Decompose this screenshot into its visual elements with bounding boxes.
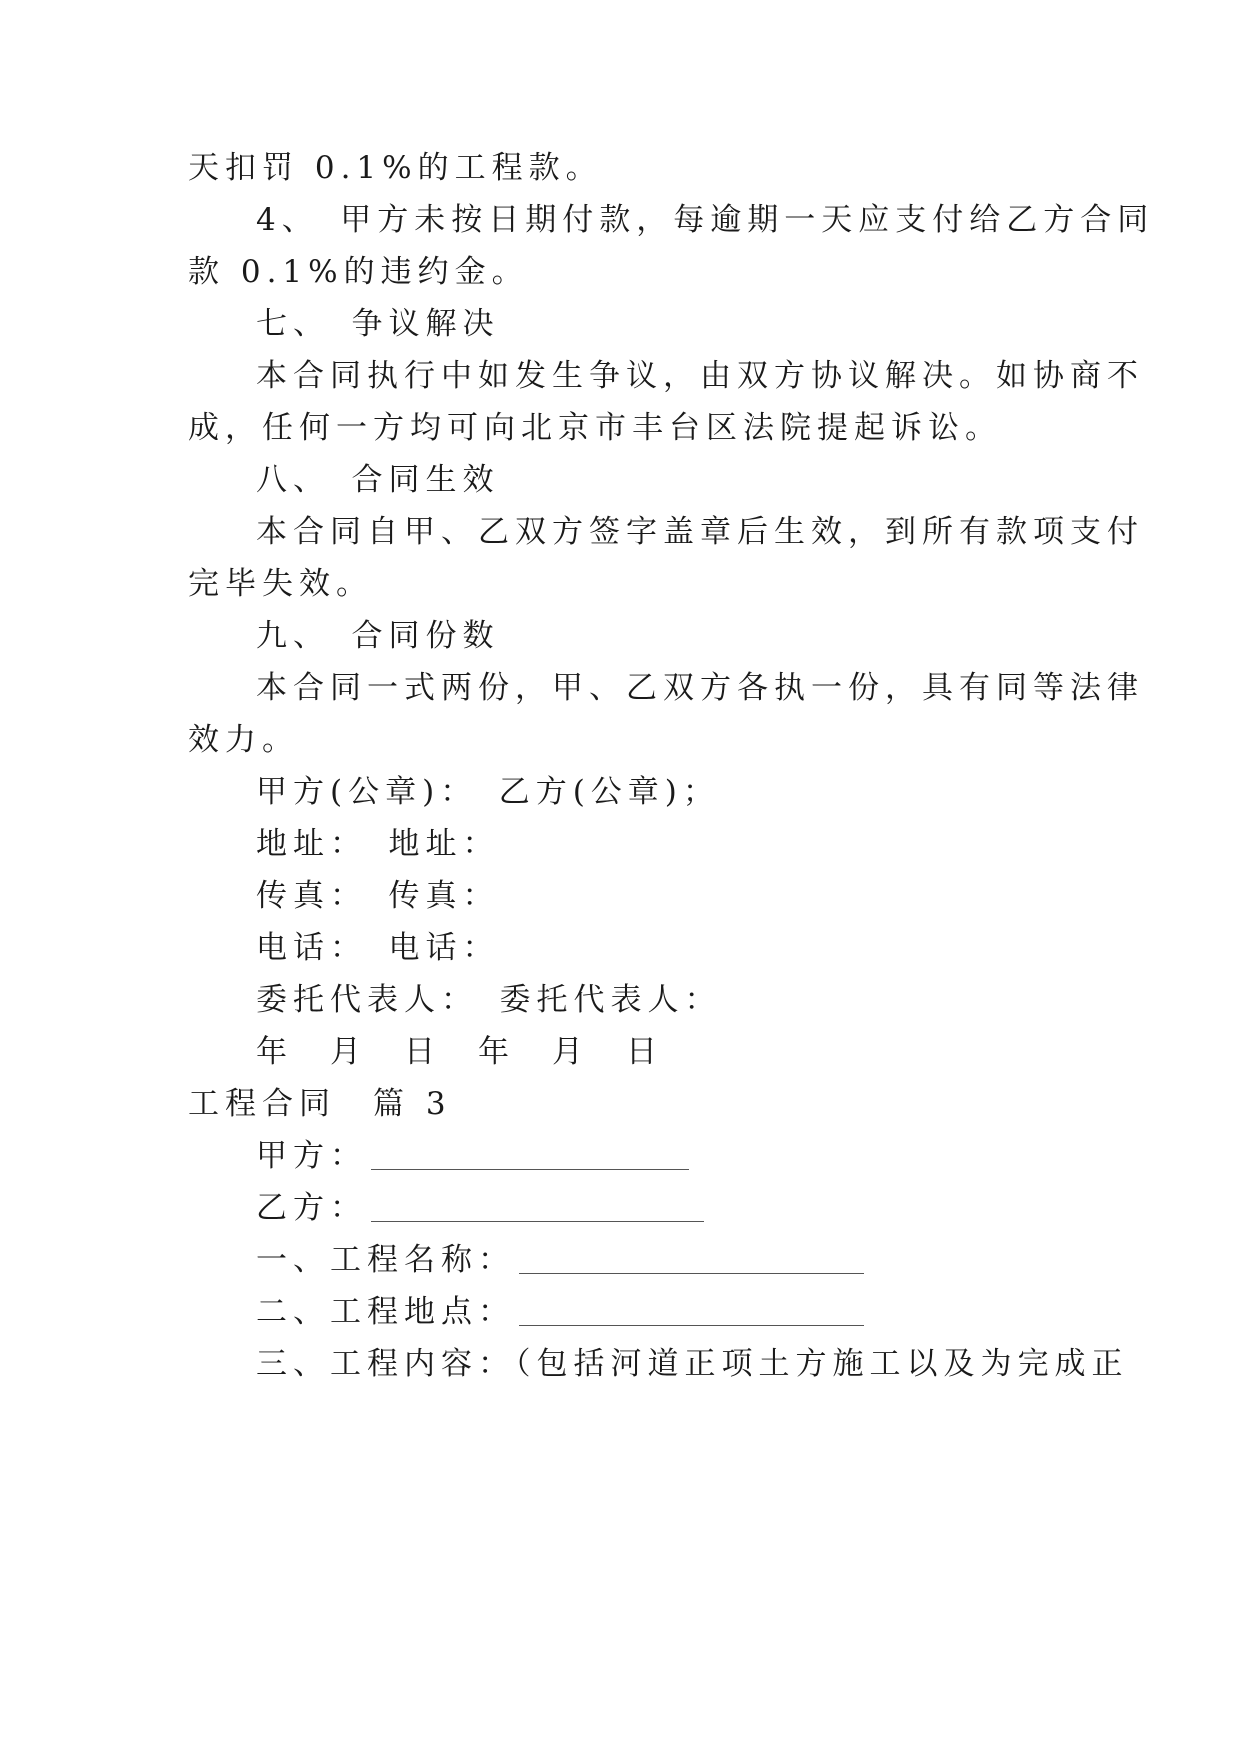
text-line: 本合同一式两份，甲、乙双方各执一份，具有同等法律 bbox=[256, 670, 1144, 706]
project-location-field bbox=[256, 1292, 864, 1332]
section-heading-9: 九、 合同份数 bbox=[256, 618, 500, 654]
text-line: 完毕失效。 bbox=[188, 566, 373, 602]
project-name-label: 一、工程名称： bbox=[256, 1242, 515, 1278]
text-line: 天扣罚 0.1%的工程款。 bbox=[188, 150, 603, 186]
contract-title: 工程合同 篇 3 bbox=[188, 1086, 452, 1122]
project-name-field bbox=[256, 1240, 864, 1280]
text-line: 成，任何一方均可向北京市丰台区法院提起诉讼。 bbox=[188, 410, 1002, 446]
party-a-field bbox=[256, 1136, 689, 1176]
party-b-field bbox=[256, 1188, 704, 1228]
party-b-blank bbox=[371, 1191, 704, 1222]
phone-line: 电话： 电话： bbox=[256, 930, 500, 966]
party-a-label: 甲方： bbox=[256, 1138, 367, 1174]
text-line: 本合同执行中如发生争议，由双方协议解决。如协商不 bbox=[256, 358, 1144, 394]
fax-line: 传真： 传真： bbox=[256, 878, 500, 914]
representative-line: 委托代表人： 委托代表人： bbox=[256, 982, 722, 1018]
party-a-blank bbox=[371, 1139, 689, 1170]
party-b-label: 乙方： bbox=[256, 1190, 367, 1226]
section-heading-8: 八、 合同生效 bbox=[256, 462, 500, 498]
section-heading-7: 七、 争议解决 bbox=[256, 306, 500, 342]
signature-seal-line: 甲方(公章)： 乙方(公章)； bbox=[256, 774, 720, 810]
date-line: 年 月 日 年 月 日 bbox=[256, 1034, 663, 1070]
project-name-blank bbox=[519, 1243, 864, 1274]
clause-4-line: 4、 甲方未按日期付款，每逾期一天应支付给乙方合同 bbox=[256, 202, 1155, 238]
text-line: 效力。 bbox=[188, 722, 299, 758]
project-location-blank bbox=[519, 1295, 864, 1326]
text-line: 本合同自甲、乙双方签字盖章后生效，到所有款项支付 bbox=[256, 514, 1144, 550]
project-content-line: 三、工程内容：（包括河道正项土方施工以及为完成正 bbox=[256, 1346, 1129, 1382]
text-line: 款 0.1%的违约金。 bbox=[188, 254, 529, 290]
project-location-label: 二、工程地点： bbox=[256, 1294, 515, 1330]
address-line: 地址： 地址： bbox=[256, 826, 500, 862]
